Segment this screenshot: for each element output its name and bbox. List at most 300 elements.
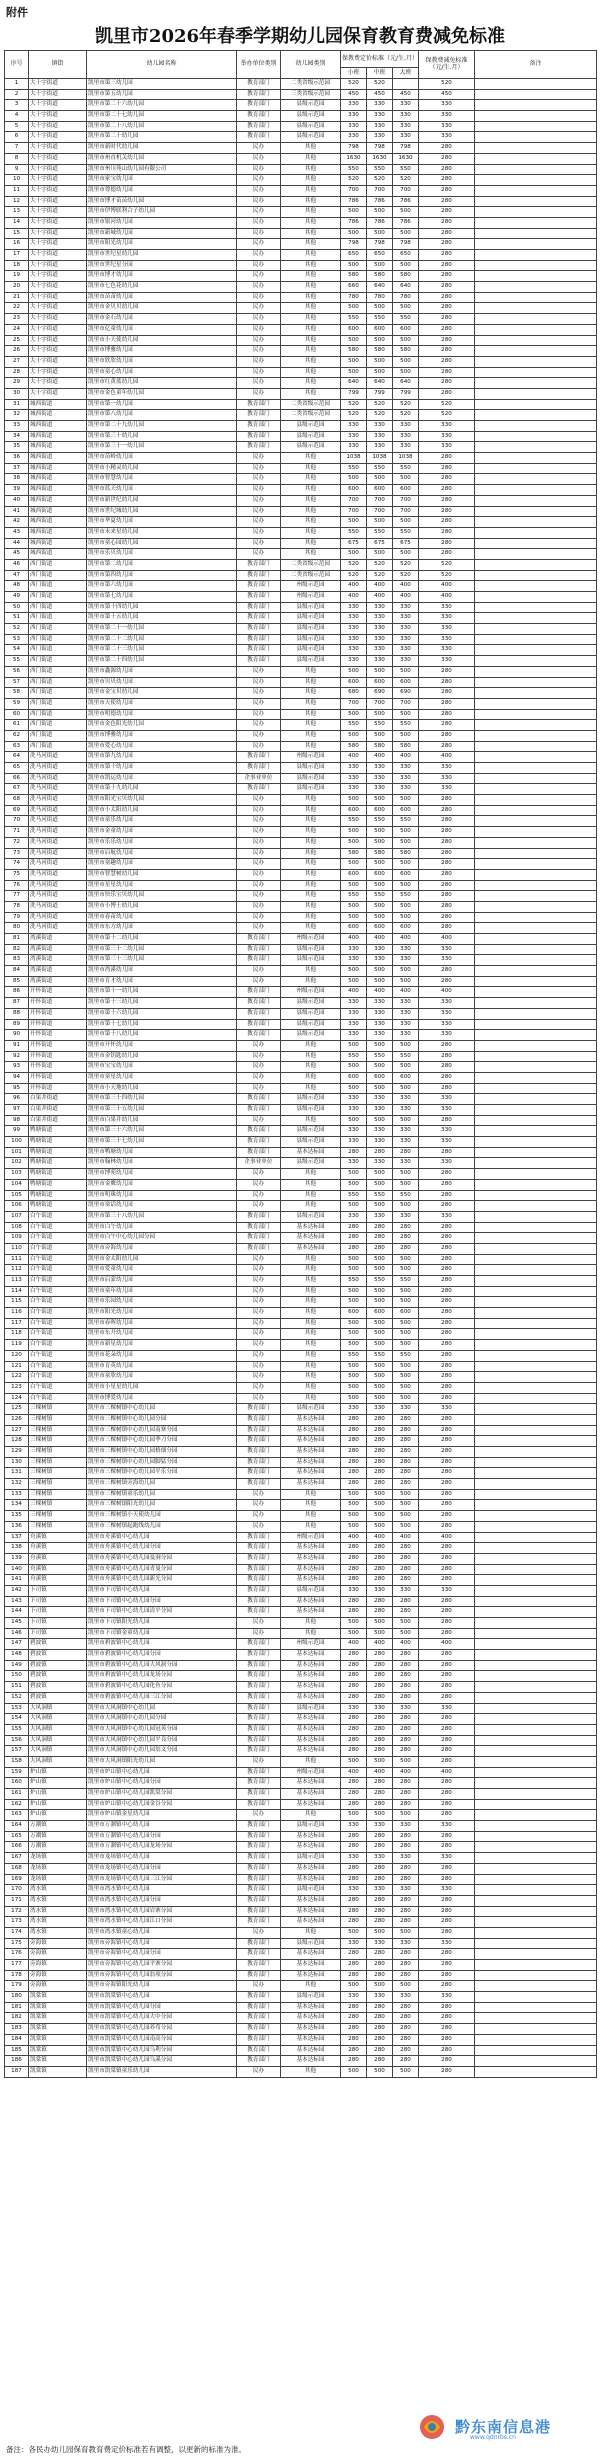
cell-small: 520 xyxy=(341,399,367,410)
cell-no: 8 xyxy=(5,153,29,164)
table-row xyxy=(5,1137,597,1148)
cell-town: 白午街道 xyxy=(29,1350,87,1361)
cell-type: 其他 xyxy=(281,816,341,827)
cell-type: 其他 xyxy=(281,1308,341,1319)
cell-relief: 520 xyxy=(419,399,475,410)
cell-large: 330 xyxy=(393,634,419,645)
cell-remark xyxy=(475,805,597,816)
cell-type: 其他 xyxy=(281,1618,341,1629)
cell-small: 330 xyxy=(341,784,367,795)
cell-org: 民办 xyxy=(237,1393,281,1404)
cell-small: 330 xyxy=(341,431,367,442)
table-row xyxy=(5,2024,597,2035)
cell-org: 民办 xyxy=(237,1756,281,1767)
cell-large: 400 xyxy=(393,752,419,763)
cell-name: 凯里市万潮镇中心幼儿园龙场分园 xyxy=(87,1842,237,1853)
cell-middle: 550 xyxy=(367,527,393,538)
table-row xyxy=(5,1853,597,1864)
cell-remark xyxy=(475,1660,597,1671)
cell-remark xyxy=(475,1628,597,1639)
cell-relief: 280 xyxy=(419,164,475,175)
cell-org: 教育部门 xyxy=(237,1746,281,1757)
cell-large: 500 xyxy=(393,303,419,314)
cell-small: 400 xyxy=(341,1532,367,1543)
cell-no: 46 xyxy=(5,559,29,570)
cell-no: 165 xyxy=(5,1831,29,1842)
cell-no: 11 xyxy=(5,185,29,196)
cell-type: 其他 xyxy=(281,837,341,848)
cell-remark xyxy=(475,399,597,410)
cell-org: 民办 xyxy=(237,367,281,378)
cell-large: 600 xyxy=(393,677,419,688)
cell-large: 500 xyxy=(393,1254,419,1265)
cell-large: 500 xyxy=(393,827,419,838)
cell-middle: 280 xyxy=(367,2024,393,2035)
cell-type: 其他 xyxy=(281,292,341,303)
cell-name: 凯里市舟溪镇中心幼儿园曼洞分园 xyxy=(87,1553,237,1564)
cell-org: 民办 xyxy=(237,1318,281,1329)
cell-middle: 330 xyxy=(367,773,393,784)
cell-relief: 280 xyxy=(419,153,475,164)
cell-type: 其他 xyxy=(281,335,341,346)
table-row xyxy=(5,442,597,453)
cell-org: 民办 xyxy=(237,966,281,977)
cell-relief: 280 xyxy=(419,1329,475,1340)
cell-org: 教育部门 xyxy=(237,1906,281,1917)
cell-relief: 280 xyxy=(419,1575,475,1586)
cell-org: 教育部门 xyxy=(237,1714,281,1725)
cell-type: 县级示范园 xyxy=(281,1094,341,1105)
cell-town: 湾水镇 xyxy=(29,1917,87,1928)
cell-large: 330 xyxy=(393,1008,419,1019)
cell-relief: 280 xyxy=(419,303,475,314)
cell-no: 42 xyxy=(5,517,29,528)
cell-type: 其他 xyxy=(281,1372,341,1383)
cell-relief: 280 xyxy=(419,1692,475,1703)
cell-name: 凯里市下司镇金童幼儿园 xyxy=(87,1628,237,1639)
cell-middle: 400 xyxy=(367,752,393,763)
cell-remark xyxy=(475,1831,597,1842)
cell-small: 280 xyxy=(341,2056,367,2067)
cell-town: 白午街道 xyxy=(29,1265,87,1276)
cell-type: 其他 xyxy=(281,239,341,250)
cell-name: 凯里市智慧幼儿园 xyxy=(87,474,237,485)
cell-type: 其他 xyxy=(281,175,341,186)
cell-no: 180 xyxy=(5,1992,29,2003)
cell-org: 教育部门 xyxy=(237,1575,281,1586)
cell-remark xyxy=(475,827,597,838)
cell-remark xyxy=(475,1799,597,1810)
table-row xyxy=(5,1885,597,1896)
fee-table xyxy=(4,50,597,2078)
cell-org: 教育部门 xyxy=(237,987,281,998)
cell-type: 基本达标园 xyxy=(281,1414,341,1425)
cell-relief: 280 xyxy=(419,527,475,538)
cell-no: 85 xyxy=(5,976,29,987)
header-small: 小班 xyxy=(341,68,367,79)
cell-town: 西门街道 xyxy=(29,645,87,656)
cell-town: 西门街道 xyxy=(29,666,87,677)
cell-relief: 330 xyxy=(419,1105,475,1116)
cell-remark xyxy=(475,1030,597,1041)
cell-large: 520 xyxy=(393,559,419,570)
cell-small: 798 xyxy=(341,239,367,250)
cell-large: 550 xyxy=(393,1190,419,1201)
cell-large: 500 xyxy=(393,1618,419,1629)
cell-large: 500 xyxy=(393,976,419,987)
cell-middle: 330 xyxy=(367,100,393,111)
cell-no: 57 xyxy=(5,677,29,688)
cell-no: 137 xyxy=(5,1532,29,1543)
cell-town: 大风洞镇 xyxy=(29,1714,87,1725)
cell-org: 教育部门 xyxy=(237,2002,281,2013)
cell-middle: 500 xyxy=(367,303,393,314)
cell-remark xyxy=(475,976,597,987)
cell-relief: 520 xyxy=(419,410,475,421)
cell-remark xyxy=(475,752,597,763)
cell-town: 白午街道 xyxy=(29,1233,87,1244)
cell-large: 280 xyxy=(393,1692,419,1703)
cell-town: 鸭塘街道 xyxy=(29,1190,87,1201)
cell-type: 其他 xyxy=(281,207,341,218)
cell-town: 下司镇 xyxy=(29,1607,87,1618)
cell-type: 基本达标园 xyxy=(281,1543,341,1554)
cell-middle: 400 xyxy=(367,1532,393,1543)
cell-large: 280 xyxy=(393,1553,419,1564)
cell-name: 凯里市金太阳幼儿园 xyxy=(87,1254,237,1265)
cell-relief: 280 xyxy=(419,378,475,389)
cell-middle: 580 xyxy=(367,848,393,859)
watermark-url: www.qdnrbs.cn xyxy=(470,2434,516,2441)
cell-relief: 280 xyxy=(419,485,475,496)
cell-type: 其他 xyxy=(281,217,341,228)
cell-name: 凯里市明德幼儿园 xyxy=(87,709,237,720)
cell-no: 32 xyxy=(5,410,29,421)
cell-large: 580 xyxy=(393,848,419,859)
cell-small: 280 xyxy=(341,1543,367,1554)
cell-name: 凯里市三棵树镇中心幼儿园脚猛分园 xyxy=(87,1457,237,1468)
cell-large: 330 xyxy=(393,624,419,635)
cell-middle: 600 xyxy=(367,1308,393,1319)
cell-type: 其他 xyxy=(281,923,341,934)
cell-org: 民办 xyxy=(237,805,281,816)
cell-large: 500 xyxy=(393,1115,419,1126)
cell-org: 教育部门 xyxy=(237,1243,281,1254)
cell-large: 330 xyxy=(393,613,419,624)
cell-middle: 550 xyxy=(367,816,393,827)
cell-town: 鸭塘街道 xyxy=(29,1201,87,1212)
cell-middle: 280 xyxy=(367,1746,393,1757)
cell-large: 330 xyxy=(393,132,419,143)
cell-no: 79 xyxy=(5,912,29,923)
table-row xyxy=(5,1618,597,1629)
cell-large: 330 xyxy=(393,1885,419,1896)
cell-no: 134 xyxy=(5,1500,29,1511)
cell-remark xyxy=(475,966,597,977)
cell-name: 凯里市第六幼儿园 xyxy=(87,581,237,592)
cell-no: 60 xyxy=(5,709,29,720)
cell-relief: 280 xyxy=(419,1040,475,1051)
cell-org: 民办 xyxy=(237,1618,281,1629)
cell-type: 县级示范园 xyxy=(281,132,341,143)
cell-name: 凯里市童心园幼儿园 xyxy=(87,538,237,549)
table-header-row xyxy=(5,51,597,68)
cell-relief: 330 xyxy=(419,1008,475,1019)
cell-name: 凯里市炉山镇金星幼儿园 xyxy=(87,1810,237,1821)
cell-town: 白午街道 xyxy=(29,1254,87,1265)
cell-small: 700 xyxy=(341,495,367,506)
cell-large: 280 xyxy=(393,1863,419,1874)
cell-relief: 280 xyxy=(419,1479,475,1490)
cell-large: 450 xyxy=(393,89,419,100)
cell-town: 三棵树镇 xyxy=(29,1447,87,1458)
cell-org: 教育部门 xyxy=(237,1778,281,1789)
cell-no: 105 xyxy=(5,1190,29,1201)
cell-relief: 280 xyxy=(419,688,475,699)
cell-org: 教育部门 xyxy=(237,421,281,432)
cell-name: 凯里市童年幼儿园 xyxy=(87,1286,237,1297)
cell-relief: 330 xyxy=(419,1703,475,1714)
cell-small: 550 xyxy=(341,1276,367,1287)
cell-remark xyxy=(475,1778,597,1789)
cell-no: 65 xyxy=(5,763,29,774)
cell-large: 600 xyxy=(393,869,419,880)
cell-small: 280 xyxy=(341,1895,367,1906)
cell-large: 798 xyxy=(393,239,419,250)
cell-town: 大十字街道 xyxy=(29,185,87,196)
table-row xyxy=(5,100,597,111)
cell-remark xyxy=(475,1158,597,1169)
cell-remark xyxy=(475,934,597,945)
cell-org: 民办 xyxy=(237,495,281,506)
cell-org: 教育部门 xyxy=(237,1703,281,1714)
cell-small: 280 xyxy=(341,1746,367,1757)
cell-middle: 500 xyxy=(367,1340,393,1351)
cell-org: 民办 xyxy=(237,196,281,207)
cell-org: 民办 xyxy=(237,1201,281,1212)
table-row xyxy=(5,453,597,464)
cell-small: 500 xyxy=(341,1927,367,1938)
table-row xyxy=(5,1019,597,1030)
cell-remark xyxy=(475,1906,597,1917)
cell-type: 其他 xyxy=(281,1340,341,1351)
cell-name: 凯里市舟溪镇中心幼儿园青曼分园 xyxy=(87,1564,237,1575)
cell-name: 凯里市新世纪幼儿园 xyxy=(87,495,237,506)
cell-type: 其他 xyxy=(281,143,341,154)
cell-small: 330 xyxy=(341,1158,367,1169)
table-row xyxy=(5,1436,597,1447)
cell-middle: 520 xyxy=(367,410,393,421)
cell-large: 580 xyxy=(393,741,419,752)
cell-relief: 280 xyxy=(419,1447,475,1458)
cell-name: 凯里市第三十六幼儿园 xyxy=(87,1126,237,1137)
cell-town: 三棵树镇 xyxy=(29,1511,87,1522)
cell-remark xyxy=(475,1393,597,1404)
cell-small: 580 xyxy=(341,346,367,357)
cell-small: 520 xyxy=(341,559,367,570)
cell-town: 大风洞镇 xyxy=(29,1703,87,1714)
cell-middle: 500 xyxy=(367,1756,393,1767)
cell-no: 158 xyxy=(5,1756,29,1767)
header-middle: 中班 xyxy=(367,68,393,79)
table-row xyxy=(5,495,597,506)
cell-remark xyxy=(475,2002,597,2013)
cell-name: 凯里市育才幼儿园 xyxy=(87,976,237,987)
cell-org: 教育部门 xyxy=(237,1457,281,1468)
table-row xyxy=(5,1970,597,1981)
cell-small: 786 xyxy=(341,196,367,207)
cell-middle: 330 xyxy=(367,763,393,774)
header-town: 镇街 xyxy=(29,51,87,79)
cell-small: 280 xyxy=(341,1799,367,1810)
cell-no: 7 xyxy=(5,143,29,154)
cell-large: 280 xyxy=(393,1831,419,1842)
cell-no: 138 xyxy=(5,1543,29,1554)
cell-town: 洗马河街道 xyxy=(29,763,87,774)
cell-town: 炉山镇 xyxy=(29,1799,87,1810)
cell-name: 凯里市智慧树幼儿园 xyxy=(87,869,237,880)
cell-large: 500 xyxy=(393,912,419,923)
cell-no: 184 xyxy=(5,2034,29,2045)
cell-remark xyxy=(475,1960,597,1971)
cell-org: 民办 xyxy=(237,1265,281,1276)
cell-town: 西门街道 xyxy=(29,613,87,624)
cell-large: 550 xyxy=(393,816,419,827)
cell-middle: 550 xyxy=(367,164,393,175)
table-row xyxy=(5,1960,597,1971)
cell-relief: 280 xyxy=(419,1233,475,1244)
cell-no: 18 xyxy=(5,260,29,271)
cell-small: 600 xyxy=(341,1072,367,1083)
cell-small: 330 xyxy=(341,100,367,111)
cell-large: 700 xyxy=(393,185,419,196)
cell-no: 39 xyxy=(5,485,29,496)
cell-name: 凯里市金钥匙幼儿园 xyxy=(87,1051,237,1062)
cell-town: 大十字街道 xyxy=(29,260,87,271)
cell-name: 凯里市第十二幼儿园 xyxy=(87,934,237,945)
cell-middle: 280 xyxy=(367,2045,393,2056)
cell-small: 330 xyxy=(341,773,367,784)
cell-org: 教育部门 xyxy=(237,1468,281,1479)
cell-middle: 280 xyxy=(367,1949,393,1960)
cell-large: 330 xyxy=(393,998,419,1009)
table-row xyxy=(5,228,597,239)
cell-large: 400 xyxy=(393,592,419,603)
table-row xyxy=(5,1778,597,1789)
cell-small: 500 xyxy=(341,356,367,367)
cell-type: 其他 xyxy=(281,1981,341,1992)
cell-name: 凯里市凯棠镇中心幼儿园养苟分园 xyxy=(87,2024,237,2035)
cell-town: 洗马河街道 xyxy=(29,923,87,934)
cell-type: 州级示范园 xyxy=(281,1767,341,1778)
cell-middle: 500 xyxy=(367,1981,393,1992)
cell-name: 凯里市博爱幼儿园 xyxy=(87,1393,237,1404)
cell-type: 其他 xyxy=(281,250,341,261)
cell-org: 教育部门 xyxy=(237,100,281,111)
cell-relief: 330 xyxy=(419,1885,475,1896)
cell-middle: 280 xyxy=(367,1671,393,1682)
cell-town: 白果井街道 xyxy=(29,1115,87,1126)
cell-relief: 280 xyxy=(419,453,475,464)
cell-large: 500 xyxy=(393,1500,419,1511)
cell-relief: 280 xyxy=(419,1564,475,1575)
cell-town: 三棵树镇 xyxy=(29,1457,87,1468)
cell-remark xyxy=(475,1008,597,1019)
cell-org: 教育部门 xyxy=(237,955,281,966)
cell-middle: 500 xyxy=(367,1618,393,1629)
cell-name: 凯里市小天地幼儿园 xyxy=(87,1083,237,1094)
cell-middle: 798 xyxy=(367,143,393,154)
table-row xyxy=(5,2013,597,2024)
cell-name: 凯里市阳光幼儿园 xyxy=(87,239,237,250)
header-name: 幼儿园名称 xyxy=(87,51,237,79)
cell-middle: 330 xyxy=(367,421,393,432)
table-row xyxy=(5,1810,597,1821)
cell-type: 其他 xyxy=(281,688,341,699)
cell-small: 500 xyxy=(341,1489,367,1500)
cell-remark xyxy=(475,795,597,806)
cell-relief: 280 xyxy=(419,1607,475,1618)
cell-town: 白午街道 xyxy=(29,1318,87,1329)
cell-remark xyxy=(475,1521,597,1532)
cell-name: 凯里市万潮镇中心幼儿园 xyxy=(87,1821,237,1832)
cell-org: 教育部门 xyxy=(237,1596,281,1607)
cell-town: 湾溪街道 xyxy=(29,976,87,987)
cell-type: 其他 xyxy=(281,869,341,880)
cell-name: 凯里市第三十五幼儿园 xyxy=(87,1105,237,1116)
table-row xyxy=(5,1607,597,1618)
cell-relief: 330 xyxy=(419,1094,475,1105)
cell-name: 凯里市大风洞镇中心幼儿园 xyxy=(87,1703,237,1714)
cell-name: 凯里市湾水镇中心幼儿园岩寨分园 xyxy=(87,1906,237,1917)
cell-remark xyxy=(475,485,597,496)
cell-large: 400 xyxy=(393,987,419,998)
cell-type: 其他 xyxy=(281,1393,341,1404)
cell-town: 大十字街道 xyxy=(29,282,87,293)
cell-town: 鸭塘街道 xyxy=(29,1126,87,1137)
cell-town: 碧波镇 xyxy=(29,1671,87,1682)
cell-type: 其他 xyxy=(281,1489,341,1500)
cell-middle: 700 xyxy=(367,495,393,506)
cell-type: 其他 xyxy=(281,1040,341,1051)
cell-name: 凯里市博才幼儿园 xyxy=(87,271,237,282)
cell-remark xyxy=(475,260,597,271)
cell-type: 其他 xyxy=(281,474,341,485)
table-row xyxy=(5,1660,597,1671)
cell-remark xyxy=(475,421,597,432)
cell-relief: 280 xyxy=(419,1895,475,1906)
cell-relief: 330 xyxy=(419,1019,475,1030)
cell-remark xyxy=(475,1233,597,1244)
cell-type: 县级示范园 xyxy=(281,955,341,966)
cell-name: 凯里市第三十一幼儿园 xyxy=(87,442,237,453)
cell-middle: 330 xyxy=(367,602,393,613)
cell-remark xyxy=(475,442,597,453)
cell-no: 111 xyxy=(5,1254,29,1265)
table-row xyxy=(5,1575,597,1586)
cell-no: 23 xyxy=(5,314,29,325)
cell-relief: 330 xyxy=(419,1137,475,1148)
cell-small: 330 xyxy=(341,1008,367,1019)
cell-type: 县级示范园 xyxy=(281,1137,341,1148)
cell-small: 520 xyxy=(341,79,367,90)
cell-large: 500 xyxy=(393,795,419,806)
cell-small: 500 xyxy=(341,1265,367,1276)
cell-org: 教育部门 xyxy=(237,1992,281,2003)
cell-type: 县级示范园 xyxy=(281,784,341,795)
cell-type: 县级示范园 xyxy=(281,421,341,432)
cell-type: 其他 xyxy=(281,1265,341,1276)
